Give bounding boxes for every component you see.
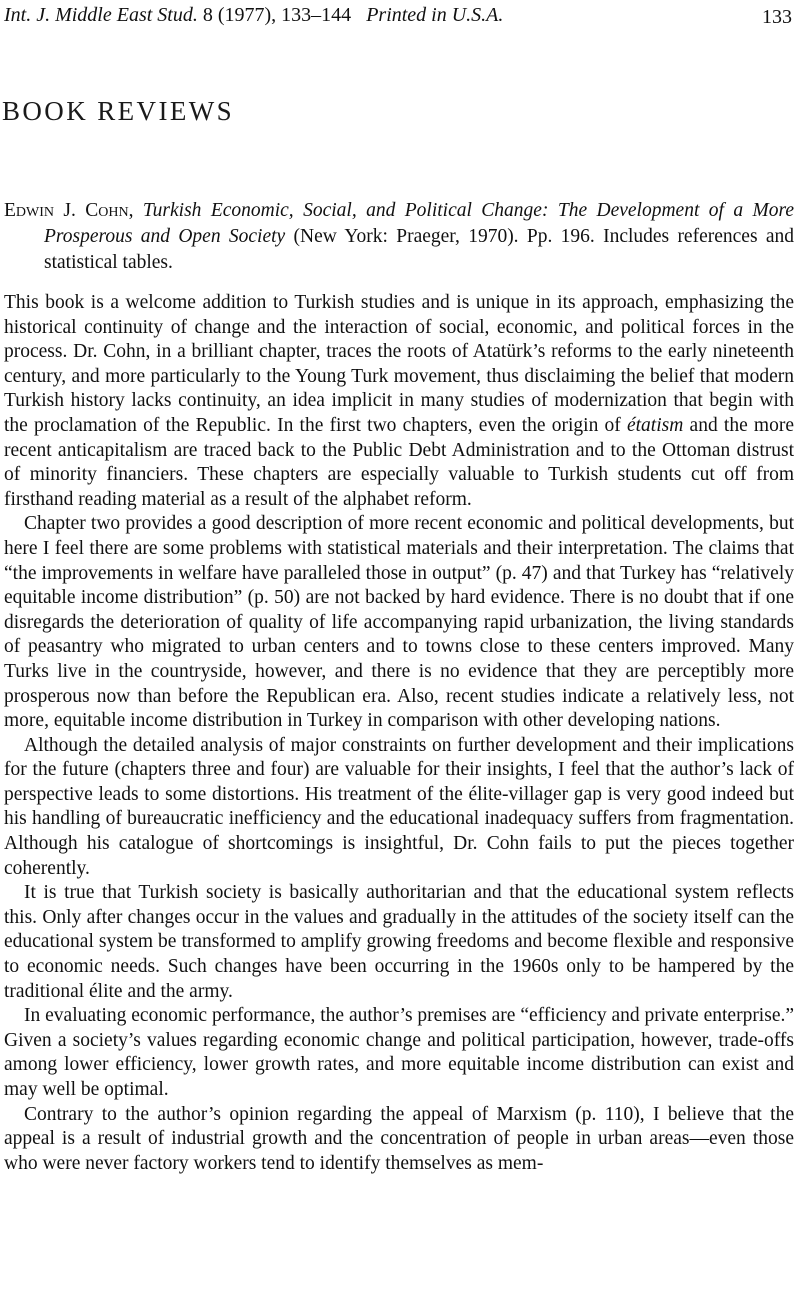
journal-year-pages: (1977), 133–144 (217, 4, 352, 26)
paragraph-2: Chapter two provides a good description of more recent economic and political developments, but here I feel there are some problems with statistical materials and their interpretation. The claims that “the improvements in welfare have paralleled those in output” (p. 47) and that Turkey has “relatively equitable income distribution” (p. 50) are not backed by hard evidence. There is no doubt that if one disregards the deterioration of quality of life accompanying rapid urbanization, the living standards of peasantry who migrated to urban centers and to towns close to these centers improved. Many Turks live in the countryside, however, and there is no evidence that they are perceptibly more prosperous now than before the Republican era. Also, recent studies indicate a relatively less, not more, equitable income distribution in Turkey in comparison with other developing nations. (4, 513, 794, 732)
paragraph-1-text-a: This book is a welcome addition to Turkish studies and is unique in its approach, emphasizing the historical continuity of change and the interaction of social, economic, and political forces in the process. Dr. Cohn, in a brilliant chapter, traces the roots of Atatürk’s reforms to the early nineteenth century, and more particularly to the Young Turk movement, thus disclaiming the belief that modern Turkish history lacks continuity, an idea implicit in many studies of modernization that begin with the proclamation of the Republic. In the first two chapters, even the origin of (4, 292, 794, 436)
paragraph-1-emphasis: étatism (626, 414, 684, 436)
page-number: 133 (762, 6, 792, 28)
citation-separator: , (128, 200, 143, 221)
paragraph-1 (4, 291, 794, 512)
journal-name: Int. J. Middle East Stud. (4, 4, 198, 26)
journal-volume: 8 (202, 4, 213, 26)
paragraph-5: In evaluating economic performance, the author’s premises are “efficiency and private enterprise.” Given a society’s values regarding economic change and political participation, however, trade-offs among lower efficiency, lower growth rates, and more equitable income distribution can exist and may well be optimal. (4, 1005, 794, 1100)
paragraph-3: Although the detailed analysis of major constraints on further development and their implications for the future (chapters three and four) are valuable for their insights, I feel that the author’s lack of perspective leads to some distortions. His treatment of the élite-villager gap is very good indeed but his handling of bureaucratic inefficiency and the educational inadequacy suffers from fragmentation. Although his catalogue of shortcomings is insightful, Dr. Cohn fails to put the pieces together coherently. (4, 734, 794, 879)
running-head (4, 0, 792, 30)
paragraph-1-text-b: and the more recent anticapitalism are traced back to the Public Debt Administration and to the Ottoman distrust of minority financiers. These chapters are especially valuable to Turkish students cut off from firsthand reading material as a result of the alphabet reform. (4, 414, 794, 510)
citation-publication-info: (New York: Praeger, 1970). Pp. 196. Includes references and statistical tables. (44, 226, 794, 273)
citation-book-title: Turkish Economic, Social, and Political Change: The Development of a More Prosperous and Open Society (44, 200, 795, 247)
printed-location: Printed in U.S.A. (366, 4, 504, 26)
paragraph-6: Contrary to the author’s opinion regarding the appeal of Marxism (p. 110), I believe that the appeal is a result of industrial growth and the concentration of people in urban areas—even those who were never factory workers tend to identify themselves as mem- (4, 1103, 794, 1174)
book-citation (4, 198, 794, 276)
paragraph-4: It is true that Turkish society is basically authoritarian and that the educational system reflects this. Only after changes occur in the values and gradually in the attitudes of the society itself can the educational system be transformed to amplify growing freedoms and become flexible and responsive to economic needs. Such changes have been occurring in the 1960s only to be hampered by the traditional élite and the army. (4, 882, 794, 1002)
review-body (4, 291, 794, 1176)
section-title: BOOK REVIEWS (2, 96, 235, 126)
citation-author: Edwin J. Cohn (4, 200, 129, 221)
